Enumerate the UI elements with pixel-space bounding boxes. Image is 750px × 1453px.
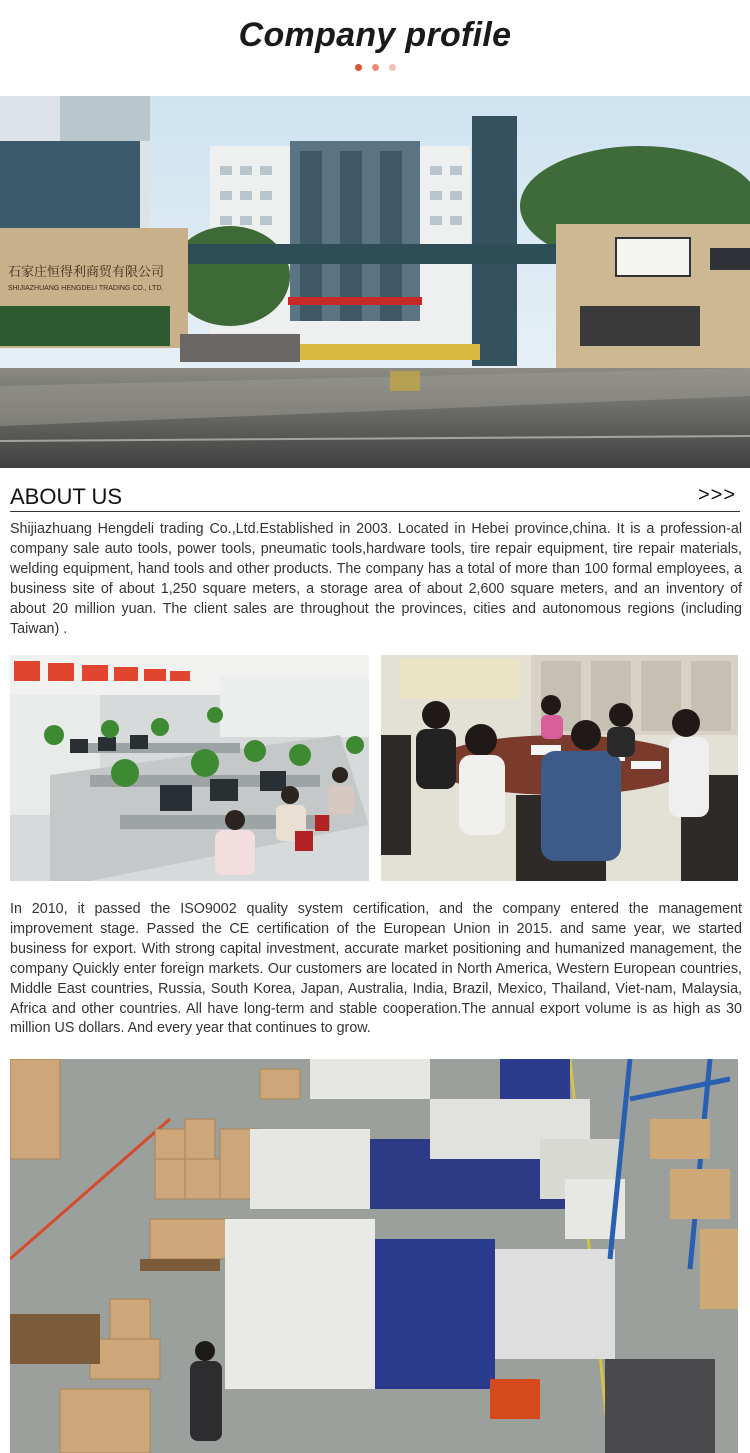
title-dots (0, 64, 750, 71)
about-paragraph-1: Shijiazhuang Hengdeli trading Co.,Ltd.Established in 2003. Located in Hebei province,china. It is a profession-al company sale auto tools, power tools, pneumatic tools,hardware tools, tire repair equipment, tire repair materials, welding equipment, hand tools and other products. The company has a total of more than 100 formal employees, a business site of about 1,250 square meters, a storage area of about 2,600 square meters, and an inventory of about 20 million yuan. The client sales are throughout the provinces, cities and autonomous regions (including Taiwan) . (10, 521, 742, 637)
office-workspace-photo (10, 655, 369, 881)
team-meeting-photo (381, 655, 738, 881)
about-us-title: ABOUT US (10, 484, 123, 509)
more-arrows-link[interactable]: >>> (697, 484, 736, 506)
about-us-header (10, 480, 740, 512)
page-title: Company profile (238, 16, 512, 54)
section-header (0, 0, 750, 96)
dot-1 (355, 64, 362, 71)
about-paragraph-2: In 2010, it passed the ISO9002 quality system certification, and the company entered the management improvement stage. Passed the CE certification of the European Union in 2015. and same year, we started business for export. With strong capital investment, accurate market positioning and humanized management, the company Quickly enter foreign markets. Our customers are located in North America, Western European countries, Middle East countries, Russia, South Korea, Japan, Australia, India, Brazil, Mexico, Thailand, Viet-nam, Malaysia, Africa and other countries. All have long-term and stable cooperation.The annual export volume is as high as 30 million US dollars. And every year that continues to grow. (10, 901, 742, 1037)
building-sign-cn: 石家庄恒得利商贸有限公司 (8, 265, 165, 280)
dot-2 (372, 64, 379, 71)
company-building-photo (0, 96, 750, 468)
dot-3 (389, 64, 396, 71)
factory-production-photo (10, 1059, 738, 1453)
building-sign-en: SHIJIAZHUANG HENGDELI TRADING CO., LTD. (8, 285, 164, 292)
